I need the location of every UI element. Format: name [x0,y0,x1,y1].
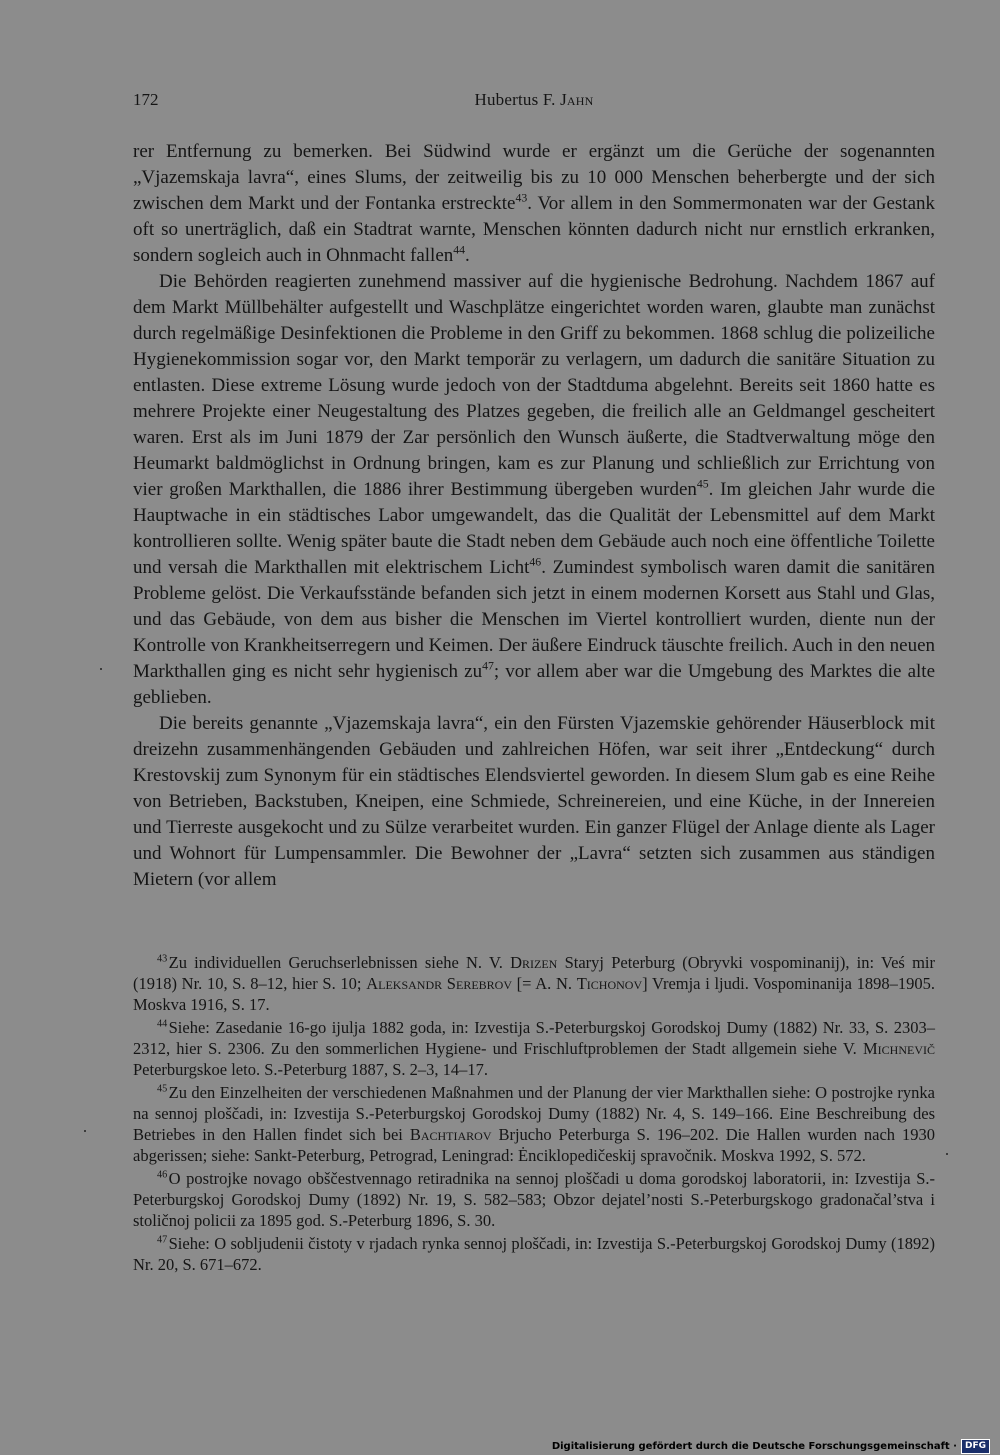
running-head-last: Jahn [560,90,594,109]
paragraph [133,269,935,711]
digitization-footer [552,1439,990,1453]
note-reference: 47 [482,659,494,673]
paragraph [133,711,935,893]
running-head [133,90,935,110]
footnote-43 [133,952,935,1015]
footnote-text: O postrojke novago obščestvennago retiradnika na sennoj ploščadi u doma gorodskoj laboratorii, in: Izvestija S.-Peterburgskoj Gorodskoj Dumy (1892) Nr. 19, S. 582–583; Obzor dejatel’nosti S.-Peterburgskogo gradonačal’stva i stoličnoj policii za 1895 god. S.-Peterburg 1896, S. 30. [133,1169,935,1230]
footnote-text: Siehe: O sobljudenii čistoty v rjadach rynka sennoj ploščadi, in: Izvestija S.-Peterburgskoj Gorodskoj Dumy (1892) Nr. 20, S. 671–672. [133,1234,935,1274]
body-text [133,139,935,893]
footnote-number: 43 [157,953,168,965]
page-number: 172 [133,90,159,109]
footnote-44 [133,1017,935,1080]
footnote-number: 46 [157,1169,168,1181]
running-head-first: Hubertus F. [474,90,561,109]
paragraph-text: . Zumindest symbolisch waren damit die sanitären Probleme gelöst. Die Verkaufsstände befanden sich jetzt in einem modernen Korsett aus Stahl und Glas, und das Gebäude, von dem aus bisher die Menschen im Viertel kontrolliert wurden, diente nun der Kontrolle von Krankheitserregern und Keimen. Der äußere Eindruck täuschte freilich. Auch in den neuen Markthallen ging es nicht sehr hygienisch zu [133,557,935,682]
scan-speck [946,1153,948,1155]
paragraph-text: Die bereits genannte „Vjazemskaja lavra“, ein den Fürsten Vjazemskie gehörender Häuserblock mit dreizehn zusammenhängenden Gebäuden und zahlreichen Höfen, war seit ihrer „Entdeckung“ durch Krestovskij zum Synonym für ein städtisches Elendsviertel geworden. In diesem Slum gab es eine Reihe von Betrieben, Backstuben, Kneipen, eine Schmiede, Schreinereien, und eine Küche, in der Innereien und Tierreste ausgekocht und zu Sülze verarbeitet wurden. Ein ganzer Flügel der Anlage diente als Lager und Wohnort für Lumpensammler. Die Bewohner der „Lavra“ setzten sich zusammen aus ständigen Mietern (vor allem [133,713,935,890]
footer-text: Digitalisierung gefördert durch die Deutsche Forschungsgemeinschaft · [551,1440,957,1452]
paragraph-text: rer Entfernung zu bemerken. Bei Südwind wurde er ergänzt um die Gerüche der sogenannten „Vjazemskaja lavra“, eines Slums, der zeitweilig bis zu 10 000 Menschen beherbergte und der sich zwischen dem Markt und der Fontanka erstreckte [133,141,935,214]
author-name: Aleksandr Serebrov [366,974,512,993]
paragraph-text: Die Behörden reagierten zunehmend massiver auf die hygienische Bedrohung. Nachdem 1867 auf dem Markt Müllbehälter aufgestellt und Waschplätze eingerichtet worden waren, glaubte man zunächst durch regelmäßige Desinfektionen die Probleme in den Griff zu bekommen. 1868 schlug die polizeiliche Hygienekommission sogar vor, den Markt temporär zu verlagern, um dadurch die sanitäre Situation zu entlasten. Diese extreme Lösung wurde jedoch von der Stadtduma abgelehnt. Bereits seit 1860 hatte es mehrere Projekte einer Neugestaltung des Platzes gegeben, die freilich alle an Geldmangel gescheitert waren. Erst als im Juni 1879 der Zar persönlich den Wunsch äußerte, die Stadtverwaltung möge den Heumarkt baldmöglichst in Ordnung bringen, kam es zur Planung und schließlich zur Errichtung von vier großen Markthallen, die 1886 ihrer Bestimmung übergeben wurden [133,271,935,500]
footnote-number: 45 [157,1083,168,1095]
footnote-text: ] Vremja i ljudi. Vospominanija 1898–1905. Moskva 1916, S. 17. [133,974,935,1014]
footnote-text: Staryj Peterburg (Obryvki vospominanij), in: Veś mir (1918) Nr. 10, S. 8–12, hier S. 10; [133,953,935,993]
dfg-logo: DFG [961,1439,990,1454]
footnote-text: Zu individuellen Geruchserlebnissen siehe N. V. [168,953,511,972]
footnote-text: Zu den Einzelheiten der verschiedenen Maßnahmen und der Planung der vier Markthallen siehe: O postrojke rynka na sennoj ploščadi, in: Izvestija S.-Peterburgskoj Gorodskoj Dumy (1882) Nr. 4, S. 149–166. Eine Beschreibung des Betriebes in den Hallen findet sich bei [133,1083,935,1144]
author-name: Drizen [510,953,558,972]
author-name: Bachtiarov [409,1125,492,1144]
paragraph-text: . Im gleichen Jahr wurde die Hauptwache in ein städtisches Labor umgewandelt, das die Qualität der Lebensmittel auf dem Markt kontrollieren sollte. Wenig später baute die Stadt neben dem Gebäude auch noch eine öffentliche Toilette und versah die Markthallen mit elektrischem Licht [133,479,936,578]
footnote-text: Peterburgskoe leto. S.-Peterburg 1887, S. 2–3, 14–17. [133,1060,489,1079]
paragraph [133,139,935,269]
footnote-number: 47 [157,1234,168,1246]
footnote-45 [133,1082,935,1166]
footnote-number: 44 [157,1018,168,1030]
note-reference: 44 [453,243,466,257]
author-name: Tichonov [576,974,643,993]
paragraph-text: ; vor allem aber war die Umgebung des Marktes die alte geblieben. [133,661,936,708]
paragraph-text: . Vor allem in den Sommermonaten war der Gestank oft so unerträglich, daß ein Stadtrat warnte, Menschen könnten dadurch nicht nur ernstlich erkranken, sondern sogleich auch in Ohnmacht fallen [133,193,936,266]
note-reference: 45 [696,477,709,491]
scan-speck [100,668,102,670]
note-reference: 46 [529,555,542,569]
footnote-46 [133,1168,935,1231]
author-name: Michnevič [863,1039,935,1058]
footnote-47 [133,1233,935,1275]
footnote-text: [= A. N. [512,974,577,993]
paragraph-text: . [465,245,470,266]
footnote-text: Siehe: Zasedanie 16-go ijulja 1882 goda, in: Izvestija S.-Peterburgskoj Gorodskoj Dumy (1882) Nr. 33, S. 2303–2312, hier S. 2306. Zu den sommerlichen Hygiene- und Frischluftproblemen der Stadt allgemein siehe V. [133,1018,935,1058]
footnote-text: Brjucho Peterburga S. 196–202. Die Hallen wurden nach 1930 abgerissen; siehe: Sankt-Peterburg, Petrograd, Leningrad: Ėnciklopedičeskij spravočnik. Moskva 1992, S. 572. [133,1125,935,1165]
scan-speck [84,1130,86,1132]
footnotes [133,952,935,1277]
note-reference: 43 [515,191,528,205]
page-header [133,90,935,116]
